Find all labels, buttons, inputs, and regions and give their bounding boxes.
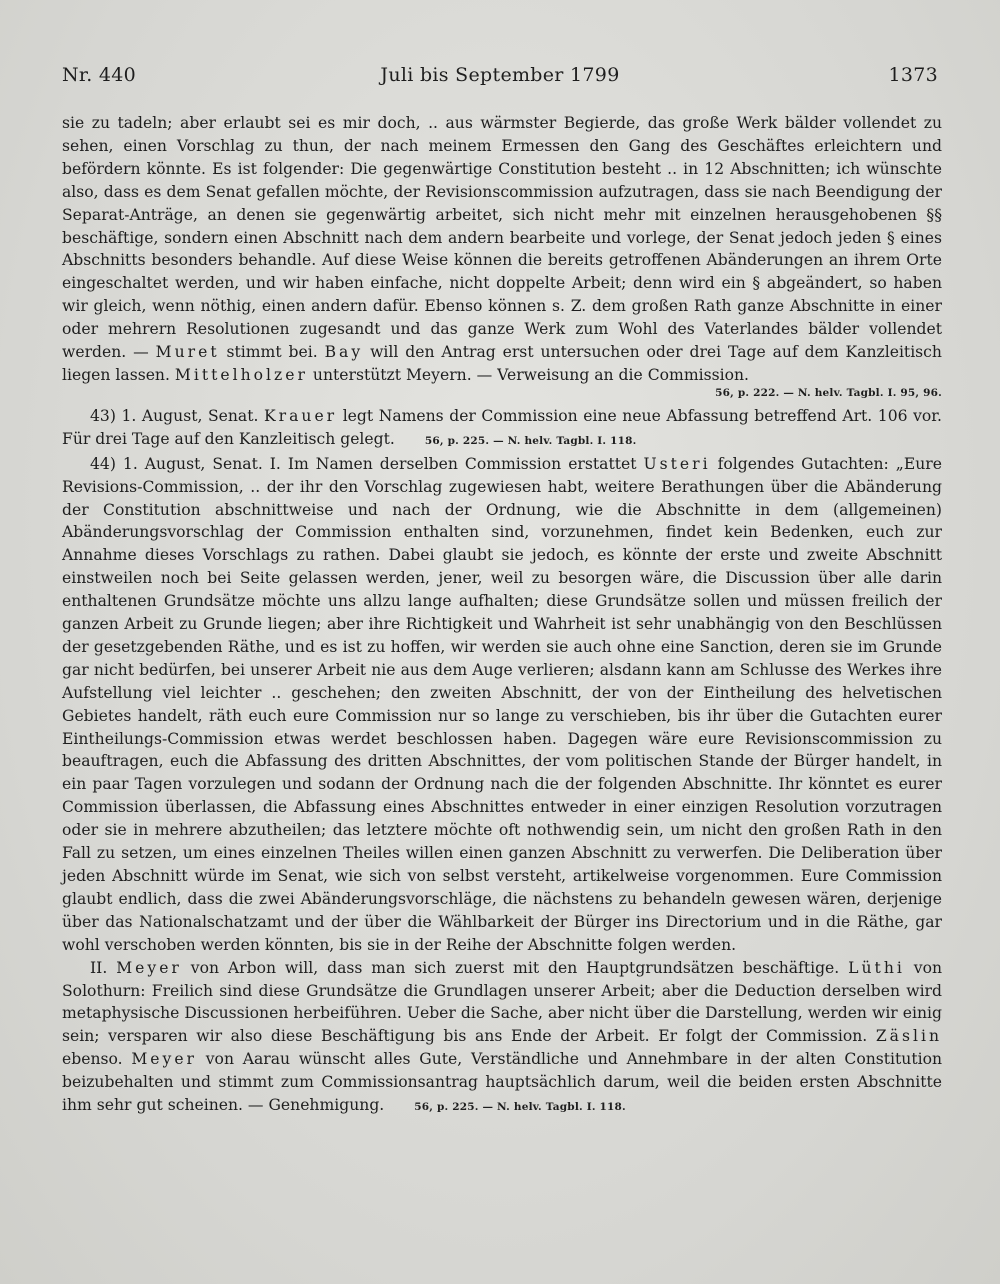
- speaker-name: Usteri: [643, 454, 711, 473]
- source-reference: 56, p. 225. — N. helv. Tagbl. I. 118.: [414, 1101, 626, 1114]
- paragraph-43: 43) 1. August, Senat. Krauer legt Namens der Commission eine neue Abfassung betreffend Art. 106 vor. Für drei Tage auf den Kanzleitisch gelegt. 56, p. 225. — N. helv. Tagbl. I. 118.: [62, 406, 942, 448]
- speaker-name: Meyer: [116, 958, 182, 977]
- page-header: [62, 64, 938, 86]
- speaker-name: Meyer: [131, 1050, 197, 1069]
- page-number: 1373: [888, 64, 938, 86]
- paragraph-44-ii: II. Meyer von Arbon will, dass man sich zuerst mit den Hauptgrundsätzen beschäftige. Lüthi von Solothurn: Freilich sind diese Grundsätze die Grundlagen unserer Arbeit; aber die Deduction derselben wird metaphysische Discussionen herbeiführen. Ueber die Sache, aber nicht über die Darstellung, werden wir einig sein; versparen wir also diese Beschäftigung bis ans Ende der Arbeit. Er folgt der Commission. Zäslin ebenso. Meyer von Aarau wünscht alles Gute, Verständliche und Annehmbare in der alten Constitution beizubehalten und stimmt zum Commissionsantrag hauptsächlich darum, weil die beiden ersten Abschnitte ihm sehr gut scheinen. — Genehmigung. 56, p. 225. — N. helv. Tagbl. I. 118.: [62, 958, 943, 1115]
- source-reference: 56, p. 225. — N. helv. Tagbl. I. 118.: [424, 434, 637, 447]
- issue-number: Nr. 440: [62, 64, 137, 86]
- running-title: Juli bis September 1799: [380, 64, 620, 86]
- speaker-name: Krauer: [264, 406, 338, 425]
- speaker-name: Zäslin: [875, 1027, 942, 1046]
- speaker-name: Lüthi: [848, 958, 905, 977]
- page-body: [62, 112, 942, 1119]
- paragraph-44: 44) 1. August, Senat. I. Im Namen derselben Commission erstattet Usteri folgendes Gutachten: „Eure Revisions-Commission, .. der ihr den Vorschlag zugewiesen habt, weitere Berathungen über die Abänderung der Constitution abschnittweise und nach der Ordnung, wie die Abschnitte in dem (allgemeinen) Abänderungsvorschlag der Commission enthalten sind, vorzunehmen, findet kein Bedenken, euch zur Annahme dieses Vorschlags zu rathen. Dabei glaubt sie jedoch, es könnte der erste und zweite Abschnitt einstweilen noch bei Seite gelassen werden, jener, weil zu besorgen wäre, die Discussion über alle darin enthaltenen Grundsätze möchte uns allzu lange aufhalten; diese Grundsätze sollen und müssen freilich der ganzen Arbeit zu Grunde liegen; aber ihre Richtigkeit und Wahrheit ist sehr unabhängig von den Beschlüssen der gesetzgebenden Räthe, und es ist zu hoffen, wir werden sie auch ohne eine Sanction, deren sie im Grunde gar nicht bedürfen, bei unserer Arbeit nie aus dem Auge verlieren; alsdann kann am Schlusse des Werkes ihre Aufstellung viel leichter .. geschehen; den zweiten Abschnitt, der von der Eintheilung des helvetischen Gebietes handelt, räth euch eure Commission nur so lange zu verschieben, bis ihr über die Gutachten eurer Eintheilungs-Commission etwas werdet beschlossen haben. Dagegen wäre eure Revisionscommission zu beauftragen, euch die Abfassung des dritten Abschnittes, der vom politischen Stande der Bürger handelt, in ein paar Tagen vorzulegen und sodann der Ordnung nach die der folgenden Abschnitte. Ihr könntet es eurer Commission überlassen, die Abfassung eines Abschnittes entweder in einer einzigen Resolution vorzutragen oder sie in mehrere abzutheilen; das letztere möchte oft nothwendig sein, um nicht den großen Rath in den Fall zu setzen, um eines einzelnen Theiles willen einen ganzen Abschnitt zu verwerfen. Die Deliberation über jeden Abschnitt würde im Senat, wie sich von selbst versteht, artikelweise vorgenommen. Eure Commission glaubt endlich, dass die zwei Abänderungsvorschläge, die nächstens zu behandeln gewesen wären, derjenige über das Nationalschatzamt und der über die Wählbarkeit der Bürger ins Directorium und in die Räthe, gar wohl verschoben werden könnten, bis sie in der Reihe der Abschnitte folgen werden.: [62, 454, 942, 954]
- speaker-name: Mittelholzer: [174, 365, 308, 384]
- speaker-name: Muret: [155, 343, 220, 362]
- source-reference: 56, p. 222. — N. helv. Tagbl. I. 95, 96.: [715, 386, 942, 399]
- paragraph-continuation: sie zu tadeln; aber erlaubt sei es mir doch, .. aus wärmster Begierde, das große Werk bälder vollendet zu sehen, einen Vorschlag zu thun, der nach meinem Ermessen den Gang des Geschäftes erleichtern und befördern könnte. Es ist folgender: Die gegenwärtige Constitution besteht .. in 12 Abschnitten; ich wünschte also, dass es dem Senat gefallen möchte, der Revisionscommission aufzutragen, dass sie nach Beendigung der Separat-Anträge, an denen sie gegenwärtig arbeitet, sich nicht mehr mit einzelnen herausgehobenen §§ beschäftige, sondern einen Abschnitt nach dem andern bearbeite und vorlege, der Senat jedoch jeden § eines Abschnitts besonders behandle. Auf diese Weise können die bereits getroffenen Abänderungen an ihrem Orte eingeschaltet werden, und wir haben einfache, nicht doppelte Arbeit; denn wird ein § abgeändert, so haben wir gleich, wenn nöthig, einen andern dafür. Ebenso können s. Z. dem großen Rath ganze Abschnitte in einer oder mehrern Resolutionen zugesandt und das ganze Werk zum Wohl des Vaterlandes bälder vollendet werden. — Muret stimmt bei. Bay will den Antrag erst untersuchen oder drei Tage auf dem Kanzleitisch liegen lassen. Mittelholzer unterstützt Meyern. — Verweisung an die Commission.: [62, 114, 942, 384]
- speaker-name: Bay: [324, 343, 364, 362]
